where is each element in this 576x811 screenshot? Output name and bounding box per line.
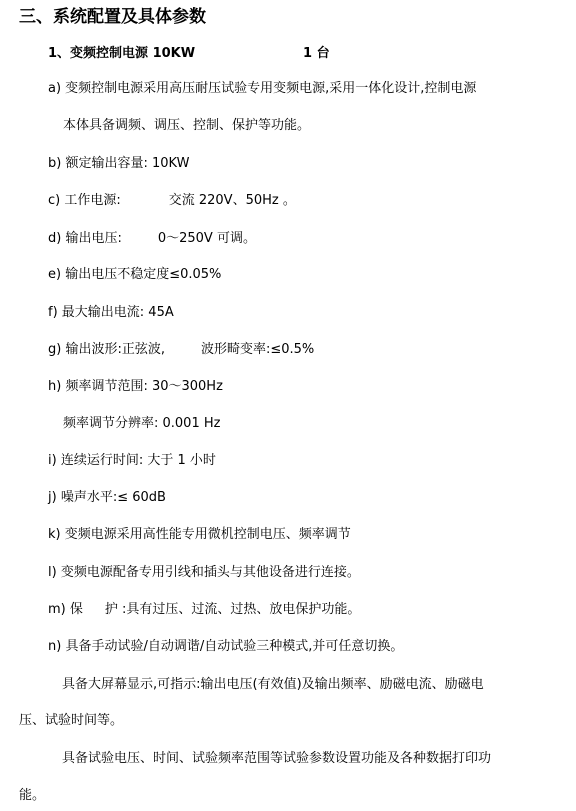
paragraph-display-line-2: 压、试验时间等。 bbox=[19, 713, 124, 728]
item-h-line-2: 频率调节分辨率: 0.001 Hz bbox=[63, 416, 221, 431]
item-c-label: c) 工作电源: bbox=[48, 193, 121, 208]
item-h-line-1: h) 频率调节范围: 30～300Hz bbox=[48, 379, 223, 394]
item-a-line-1: a) 变频控制电源采用高压耐压试验专用变频电源,采用一体化设计,控制电源 bbox=[48, 81, 477, 96]
paragraph-display-line-1: 具备大屏幕显示,可指示:输出电压(有效值)及输出频率、励磁电流、励磁电 bbox=[62, 677, 484, 692]
item-m-label: m) 保 bbox=[48, 602, 83, 617]
item-d-label: d) 输出电压: bbox=[48, 231, 122, 246]
item-b: b) 额定输出容量: 10KW bbox=[48, 156, 190, 171]
item-i: i) 连续运行时间: 大于 1 小时 bbox=[48, 453, 216, 468]
item-d bbox=[48, 230, 256, 248]
item-g-distortion: 波形畸变率:≤0.5% bbox=[200, 342, 315, 357]
item-m-value: 护 :具有过压、过流、过热、放电保护功能。 bbox=[104, 602, 361, 617]
item-a-line-2: 本体具备调频、调压、控制、保护等功能。 bbox=[63, 118, 311, 133]
subsection-quantity: 1 台 bbox=[303, 46, 330, 61]
item-l: l) 变频电源配备专用引线和插头与其他设备进行连接。 bbox=[48, 565, 360, 580]
item-c-value: 交流 220V、50Hz 。 bbox=[168, 193, 296, 208]
section-title: 三、系统配置及具体参数 bbox=[19, 7, 206, 27]
item-f: f) 最大输出电流: 45A bbox=[48, 305, 174, 320]
paragraph-settings-line-2: 能。 bbox=[19, 788, 46, 803]
subsection-title: 1、变频控制电源 10KW bbox=[48, 46, 196, 61]
item-e: e) 输出电压不稳定度≤0.05% bbox=[48, 267, 222, 282]
item-m bbox=[48, 601, 360, 619]
subsection-heading bbox=[48, 42, 330, 61]
item-g-waveform: g) 输出波形:正弦波, bbox=[48, 342, 165, 357]
item-n: n) 具备手动试验/自动调谐/自动试验三种模式,并可任意切换。 bbox=[48, 639, 404, 654]
item-j: j) 噪声水平:≤ 60dB bbox=[48, 490, 166, 505]
paragraph-settings-line-1: 具备试验电压、时间、试验频率范围等试验参数设置功能及各种数据打印功 bbox=[62, 751, 492, 766]
item-d-value: 0～250V 可调。 bbox=[157, 231, 256, 246]
item-c bbox=[48, 192, 296, 210]
item-k: k) 变频电源采用高性能专用微机控制电压、频率调节 bbox=[48, 527, 351, 542]
item-g bbox=[48, 341, 314, 359]
